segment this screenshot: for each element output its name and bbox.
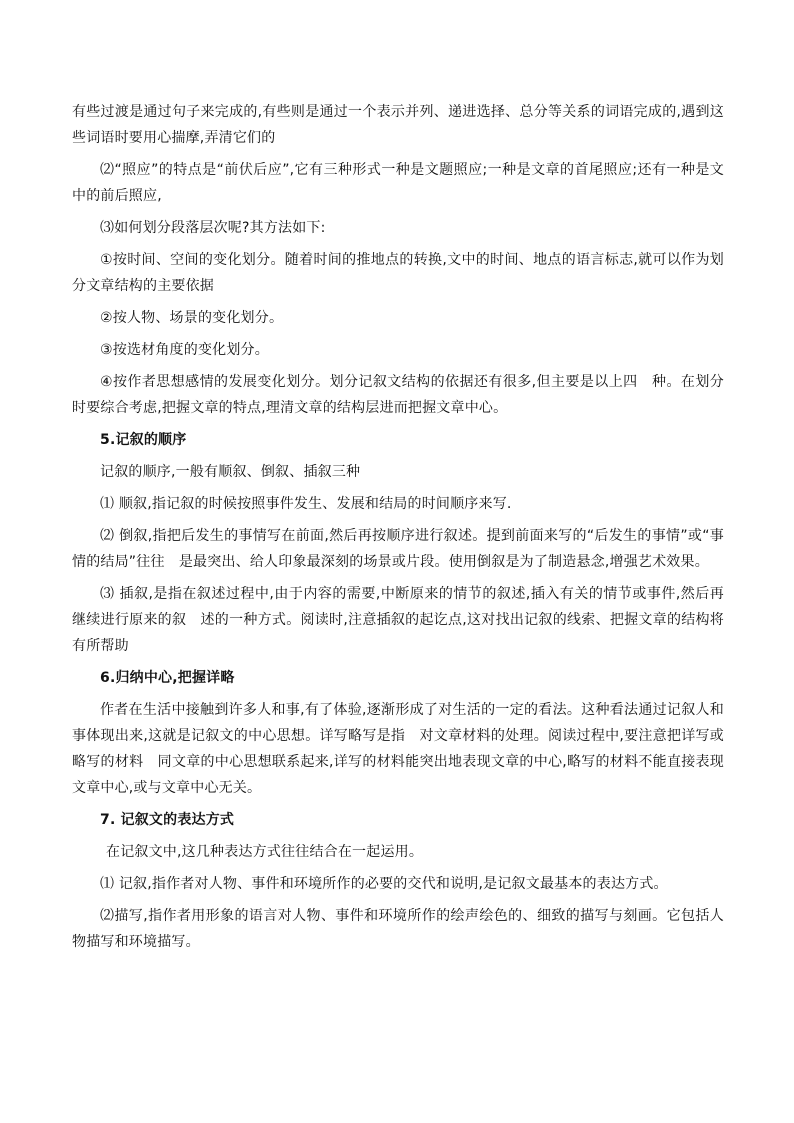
- list-item-characters-scenes: ②按人物、场景的变化划分。: [100, 310, 284, 326]
- paragraph-narration: ⑴ 记叙,指作者对人物、事件和环境所作的必要的交代和说明,是记叙文最基本的表达方式。: [100, 876, 668, 892]
- list-item-material-angle: ③按选材角度的变化划分。: [100, 342, 269, 358]
- paragraph-description: ⑵描写,指作者用形象的语言对人物、事件和环境所作的绘声绘色的、细致的描写与刻画。它包括人物描写和环境描写。: [72, 908, 724, 950]
- paragraph-chronological: ⑴ 顺叙,指记叙的时候按照事件发生、发展和结局的时间顺序来写.: [100, 496, 512, 512]
- paragraph-central-idea: 作者在生活中接触到许多人和事,有了体验,逐渐形成了对生活的一定的看法。这种看法通过记叙人和事体现出来,这就是记叙文的中心思想。详写略写是指 对文章材料的处理。阅读过程中,要注意把详写或略写的材料 同文章的中心思想联系起来,详写的材料能突出地表现文章的中心,略写的材料不能直接表现文章中心,或与文章中心无关。: [72, 702, 724, 796]
- section-heading-central-idea: 6.归纳中心,把握详略: [100, 670, 235, 686]
- paragraph-flashback: ⑵ 倒叙,指把后发生的事情写在前面,然后再按顺序进行叙述。提到前面来写的“后发生的事情”或“事情的结局”往往 是最突出、给人印象最深刻的场景或片段。使用倒叙是为了制造悬念,增强艺术效果。: [72, 528, 724, 570]
- paragraph-interpolation: ⑶ 插叙,是指在叙述过程中,由于内容的需要,中断原来的情节的叙述,插入有关的情节或事件,然后再继续进行原来的叙 述的一种方式。阅读时,注意插叙的起讫点,这对找出记叙的线索、把握文章的结构将有所帮助: [72, 586, 724, 654]
- section-heading-narrative-order: 5.记叙的顺序: [100, 432, 187, 448]
- list-item-time-space: ①按时间、空间的变化划分。随着时间的推地点的转换,文中的时间、地点的语言标志,就可以作为划分文章结构的主要依据: [72, 252, 724, 294]
- paragraph-expression-combined: 在记叙文中,这几种表达方式往往结合在一起运用。: [106, 844, 424, 860]
- paragraph-echo-forms: ⑵“照应”的特点是“前伏后应”,它有三种形式一种是文题照应;一种是文章的首尾照应;还有一种是文中的前后照应,: [72, 162, 724, 204]
- list-item-author-feelings: ④按作者思想感情的发展变化划分。划分记叙文结构的依据还有很多,但主要是以上四 种。在划分时要综合考虑,把握文章的特点,理清文章的结构层进而把握文章中心。: [72, 374, 724, 416]
- section-heading-expression-modes: 7. 记叙文的表达方式: [100, 812, 235, 828]
- paragraph-transition-words: 有些过渡是通过句子来完成的,有些则是通过一个表示并列、递进选择、总分等关系的词语完成的,遇到这些词语时要用心揣摩,弄清它们的: [72, 104, 724, 146]
- paragraph-divide-sections: ⑶如何划分段落层次呢?其方法如下:: [100, 220, 326, 236]
- document-body: [72, 99, 724, 961]
- paragraph-narrative-order-types: 记叙的顺序,一般有顺叙、倒叙、插叙三种: [100, 464, 361, 480]
